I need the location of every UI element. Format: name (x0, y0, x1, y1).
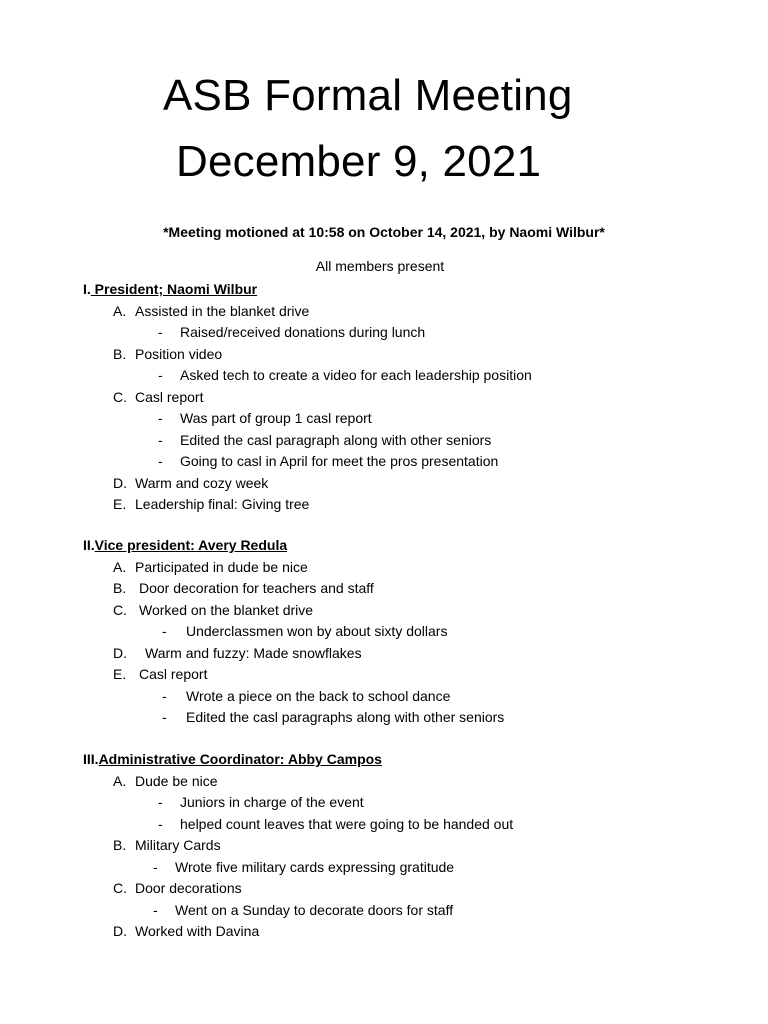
sub-bullet-text: Went on a Sunday to decorate doors for staff (175, 901, 454, 918)
bullet-dash: - (158, 367, 163, 383)
attendance-note: All members present (315, 258, 445, 274)
bullet-dash: - (153, 858, 158, 875)
sub-bullet-text: Edited the casl paragraphs along with other seniors (186, 709, 505, 725)
motion-note: *Meeting motioned at 10:58 on October 14, 2021, by Naomi Wilbur* (163, 224, 605, 240)
meeting-date: December 9, 2021 (176, 137, 542, 186)
item-marker: A. (113, 558, 127, 575)
item-text: Dude be nice (135, 772, 218, 789)
item-text: Worked on the blanket drive (139, 601, 314, 618)
section-title: Vice president: Avery Redula (94, 537, 288, 553)
item-marker: A. (113, 302, 127, 319)
item-marker: D. (113, 644, 127, 661)
sub-bullet-text: Edited the casl paragraph along with other seniors (180, 431, 492, 448)
bullet-dash: - (158, 431, 163, 448)
item-marker: B. (113, 837, 127, 853)
bullet-dash: - (158, 794, 163, 810)
section-numeral: I. (83, 281, 91, 297)
item-text: Warm and fuzzy: Made snowflakes (145, 644, 362, 661)
item-marker: C. (113, 880, 127, 896)
bullet-dash: - (153, 901, 158, 918)
bullet-dash: - (162, 709, 167, 725)
item-marker: C. (113, 601, 127, 618)
section-heading (83, 750, 382, 768)
item-text: Door decorations (135, 880, 242, 896)
bullet-dash: - (158, 815, 163, 832)
item-marker: E. (113, 496, 127, 512)
item-text: Position video (135, 345, 223, 362)
sub-bullet-text: Was part of group 1 casl report (180, 410, 372, 426)
bullet-dash: - (158, 453, 163, 469)
section-heading (83, 280, 257, 298)
sub-bullet-text: Raised/received donations during lunch (180, 324, 426, 340)
section-title: Administrative Coordinator: Abby Campos (98, 751, 382, 767)
sub-bullet-text: Wrote a piece on the back to school dance (186, 687, 451, 704)
sub-bullet-text: Asked tech to create a video for each leadership position (180, 367, 532, 383)
item-text: Door decoration for teachers and staff (139, 580, 374, 596)
item-marker: E. (113, 666, 127, 682)
sub-bullet-text: Underclassmen won by about sixty dollars (186, 623, 448, 639)
document-title: ASB Formal Meeting (163, 71, 573, 120)
section-title: President; Naomi Wilbur (90, 281, 258, 297)
section-numeral: II. (83, 537, 95, 553)
bullet-dash: - (158, 324, 163, 340)
item-marker: A. (113, 772, 127, 789)
item-text: Leadership final: Giving tree (135, 496, 310, 512)
bullet-dash: - (162, 623, 167, 639)
sub-bullet-text: Wrote five military cards expressing gratitude (175, 858, 455, 875)
item-text: Assisted in the blanket drive (135, 302, 310, 319)
item-marker: B. (113, 580, 127, 596)
bullet-dash: - (162, 687, 167, 704)
sub-bullet-text: Juniors in charge of the event (180, 794, 364, 810)
sub-bullet-text: Going to casl in April for meet the pros presentation (180, 453, 499, 469)
item-text: Warm and cozy week (135, 474, 269, 491)
item-marker: D. (113, 923, 127, 939)
item-marker: D. (113, 474, 127, 491)
section-numeral: III. (83, 751, 99, 767)
item-text: Worked with Davina (135, 923, 260, 939)
item-text: Casl report (139, 666, 208, 682)
item-text: Military Cards (135, 837, 221, 853)
bullet-dash: - (158, 410, 163, 426)
section-heading (83, 536, 287, 554)
item-marker: B. (113, 345, 127, 362)
sub-bullet-text: helped count leaves that were going to be handed out (180, 815, 514, 832)
item-text: Participated in dude be nice (135, 558, 308, 575)
item-text: Casl report (135, 388, 204, 405)
item-marker: C. (113, 388, 127, 405)
